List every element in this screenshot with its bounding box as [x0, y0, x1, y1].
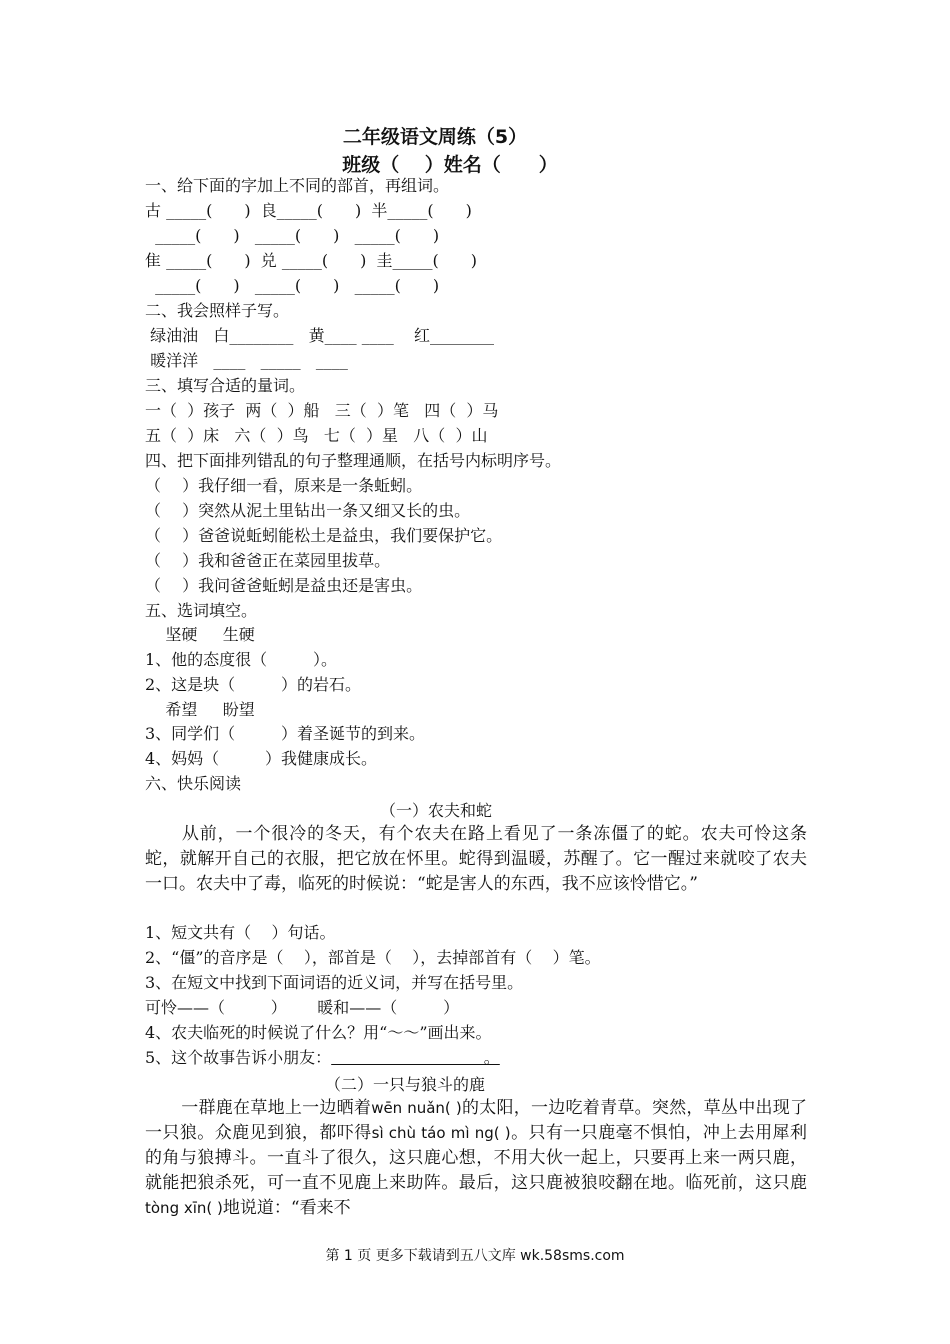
section5-heading: 五、选词填空。	[145, 601, 258, 620]
pattern-line-2: 暖洋洋 ____ _____ ____	[145, 351, 348, 370]
story1-question-2: 2、“僵”的音序是（ ），部首是（ ），去掉部首有（ ）笔。	[145, 948, 601, 967]
story1-question-1: 1、短文共有（ ）句话。	[145, 923, 336, 942]
word-choice-2: 希望 盼望	[145, 700, 255, 719]
pinyin-wennuan: wēn nuǎn( )	[371, 1099, 462, 1117]
measure-line-1: 一（ ）孩子 两（ ）船 三（ ）笔 四（ ）马	[145, 401, 499, 420]
fill-sentence-3: 3、同学们（ ）着圣诞节的到来。	[145, 724, 425, 743]
fill-sentence-2: 2、这是块（ ）的岩石。	[145, 675, 361, 694]
radical-line-3: 隹 _____( ) 兑 _____( ) 圭_____( )	[145, 251, 477, 270]
pinyin-tongxin: tòng xīn( )	[145, 1199, 223, 1217]
section2-heading: 二、我会照样子写。	[145, 301, 290, 320]
fill-sentence-4: 4、妈妈（ ）我健康成长。	[145, 749, 377, 768]
story1-paragraph	[145, 822, 807, 897]
order-sentence-4: （ ）我和爸爸正在菜园里拔草。	[145, 551, 391, 570]
story2-paragraph	[145, 1096, 807, 1221]
story1-title: （一）农夫和蛇	[380, 801, 493, 820]
section4-heading: 四、把下面排列错乱的句子整理通顺，在括号内标明序号。	[145, 451, 562, 470]
story2-text-c: 。只有一只鹿毫不惧怕，冲上去用犀利的角与狼搏斗。一直斗了很久，这只鹿心想，不用大伙一起上，只要再上来一两只鹿，就能把狼杀死，可一直不见鹿上来助阵。最后，这只鹿被狼咬翻在地。临死前，这只鹿	[145, 1123, 807, 1193]
measure-line-2: 五（ ）床 六（ ）鸟 七（ ）星 八（ ）山	[145, 426, 488, 445]
story1-synonyms: 可怜——（ ） 暖和——（ ）	[145, 998, 460, 1017]
answer-blank: 。	[331, 1048, 500, 1067]
story2-text-b: 的太阳，一边吃着青草。突然，草丛中出现了一只狼。众鹿见到狼，都吓得	[145, 1098, 807, 1143]
story2-title: （二）一只与狼斗的鹿	[325, 1075, 486, 1094]
order-sentence-1: （ ）我仔细一看，原来是一条蚯蚓。	[145, 476, 423, 495]
order-sentence-3: （ ）爸爸说蚯蚓能松土是益虫，我们要保护它。	[145, 526, 503, 545]
story2-text-d: 地说道：“看来不	[222, 1198, 351, 1218]
section3-heading: 三、填写合适的量词。	[145, 376, 306, 395]
story1-text: 从前，一个很冷的冬天，有个农夫在路上看见了一条冻僵了的蛇。农夫可怜这条蛇，就解开自己的衣服，把它放在怀里。蛇得到温暖，苏醒了。它一醒过来就咬了农夫一口。农夫中了毒，临死的时候说：“蛇是害人的东西，我不应该怜惜它。”	[145, 824, 807, 894]
word-choice-1: 坚硬 生硬	[145, 625, 255, 644]
question-5-label: 5、这个故事告诉小朋友：	[145, 1048, 332, 1067]
class-name-line: 班级（ ）姓名（ ）	[342, 154, 558, 176]
story1-question-3: 3、在短文中找到下面词语的近义词，并写在括号里。	[145, 973, 524, 992]
radical-line-2: _____( ) _____( ) _____( )	[145, 226, 440, 245]
order-sentence-2: （ ）突然从泥土里钻出一条又细又长的虫。	[145, 501, 471, 520]
pattern-line-1: 绿油油 白________ 黄____ ____ 红________	[145, 326, 495, 345]
section6-heading: 六、快乐阅读	[145, 774, 242, 793]
radical-line-4: _____( ) _____( ) _____( )	[145, 276, 440, 295]
order-sentence-5: （ ）我问爸爸蚯蚓是益虫还是害虫。	[145, 576, 423, 595]
story2-text-a: 一群鹿在草地上一边晒着	[181, 1098, 372, 1118]
radical-line-1: 古 _____( ) 良_____( ) 半_____( )	[145, 201, 472, 220]
pinyin-sichutaoming: sì chù táo mì ng( )	[371, 1124, 511, 1142]
fill-sentence-1: 1、他的态度很（ ）。	[145, 650, 337, 669]
story1-question-4: 4、农夫临死的时候说了什么？用“～～”画出来。	[145, 1023, 492, 1042]
section1-heading: 一、给下面的字加上不同的部首，再组词。	[145, 176, 450, 195]
story1-question-5	[145, 1047, 500, 1069]
page-title: 二年级语文周练（5）	[342, 126, 528, 148]
page-footer: 第 1 页 更多下载请到五八文库 wk.58sms.com	[325, 1248, 625, 1264]
